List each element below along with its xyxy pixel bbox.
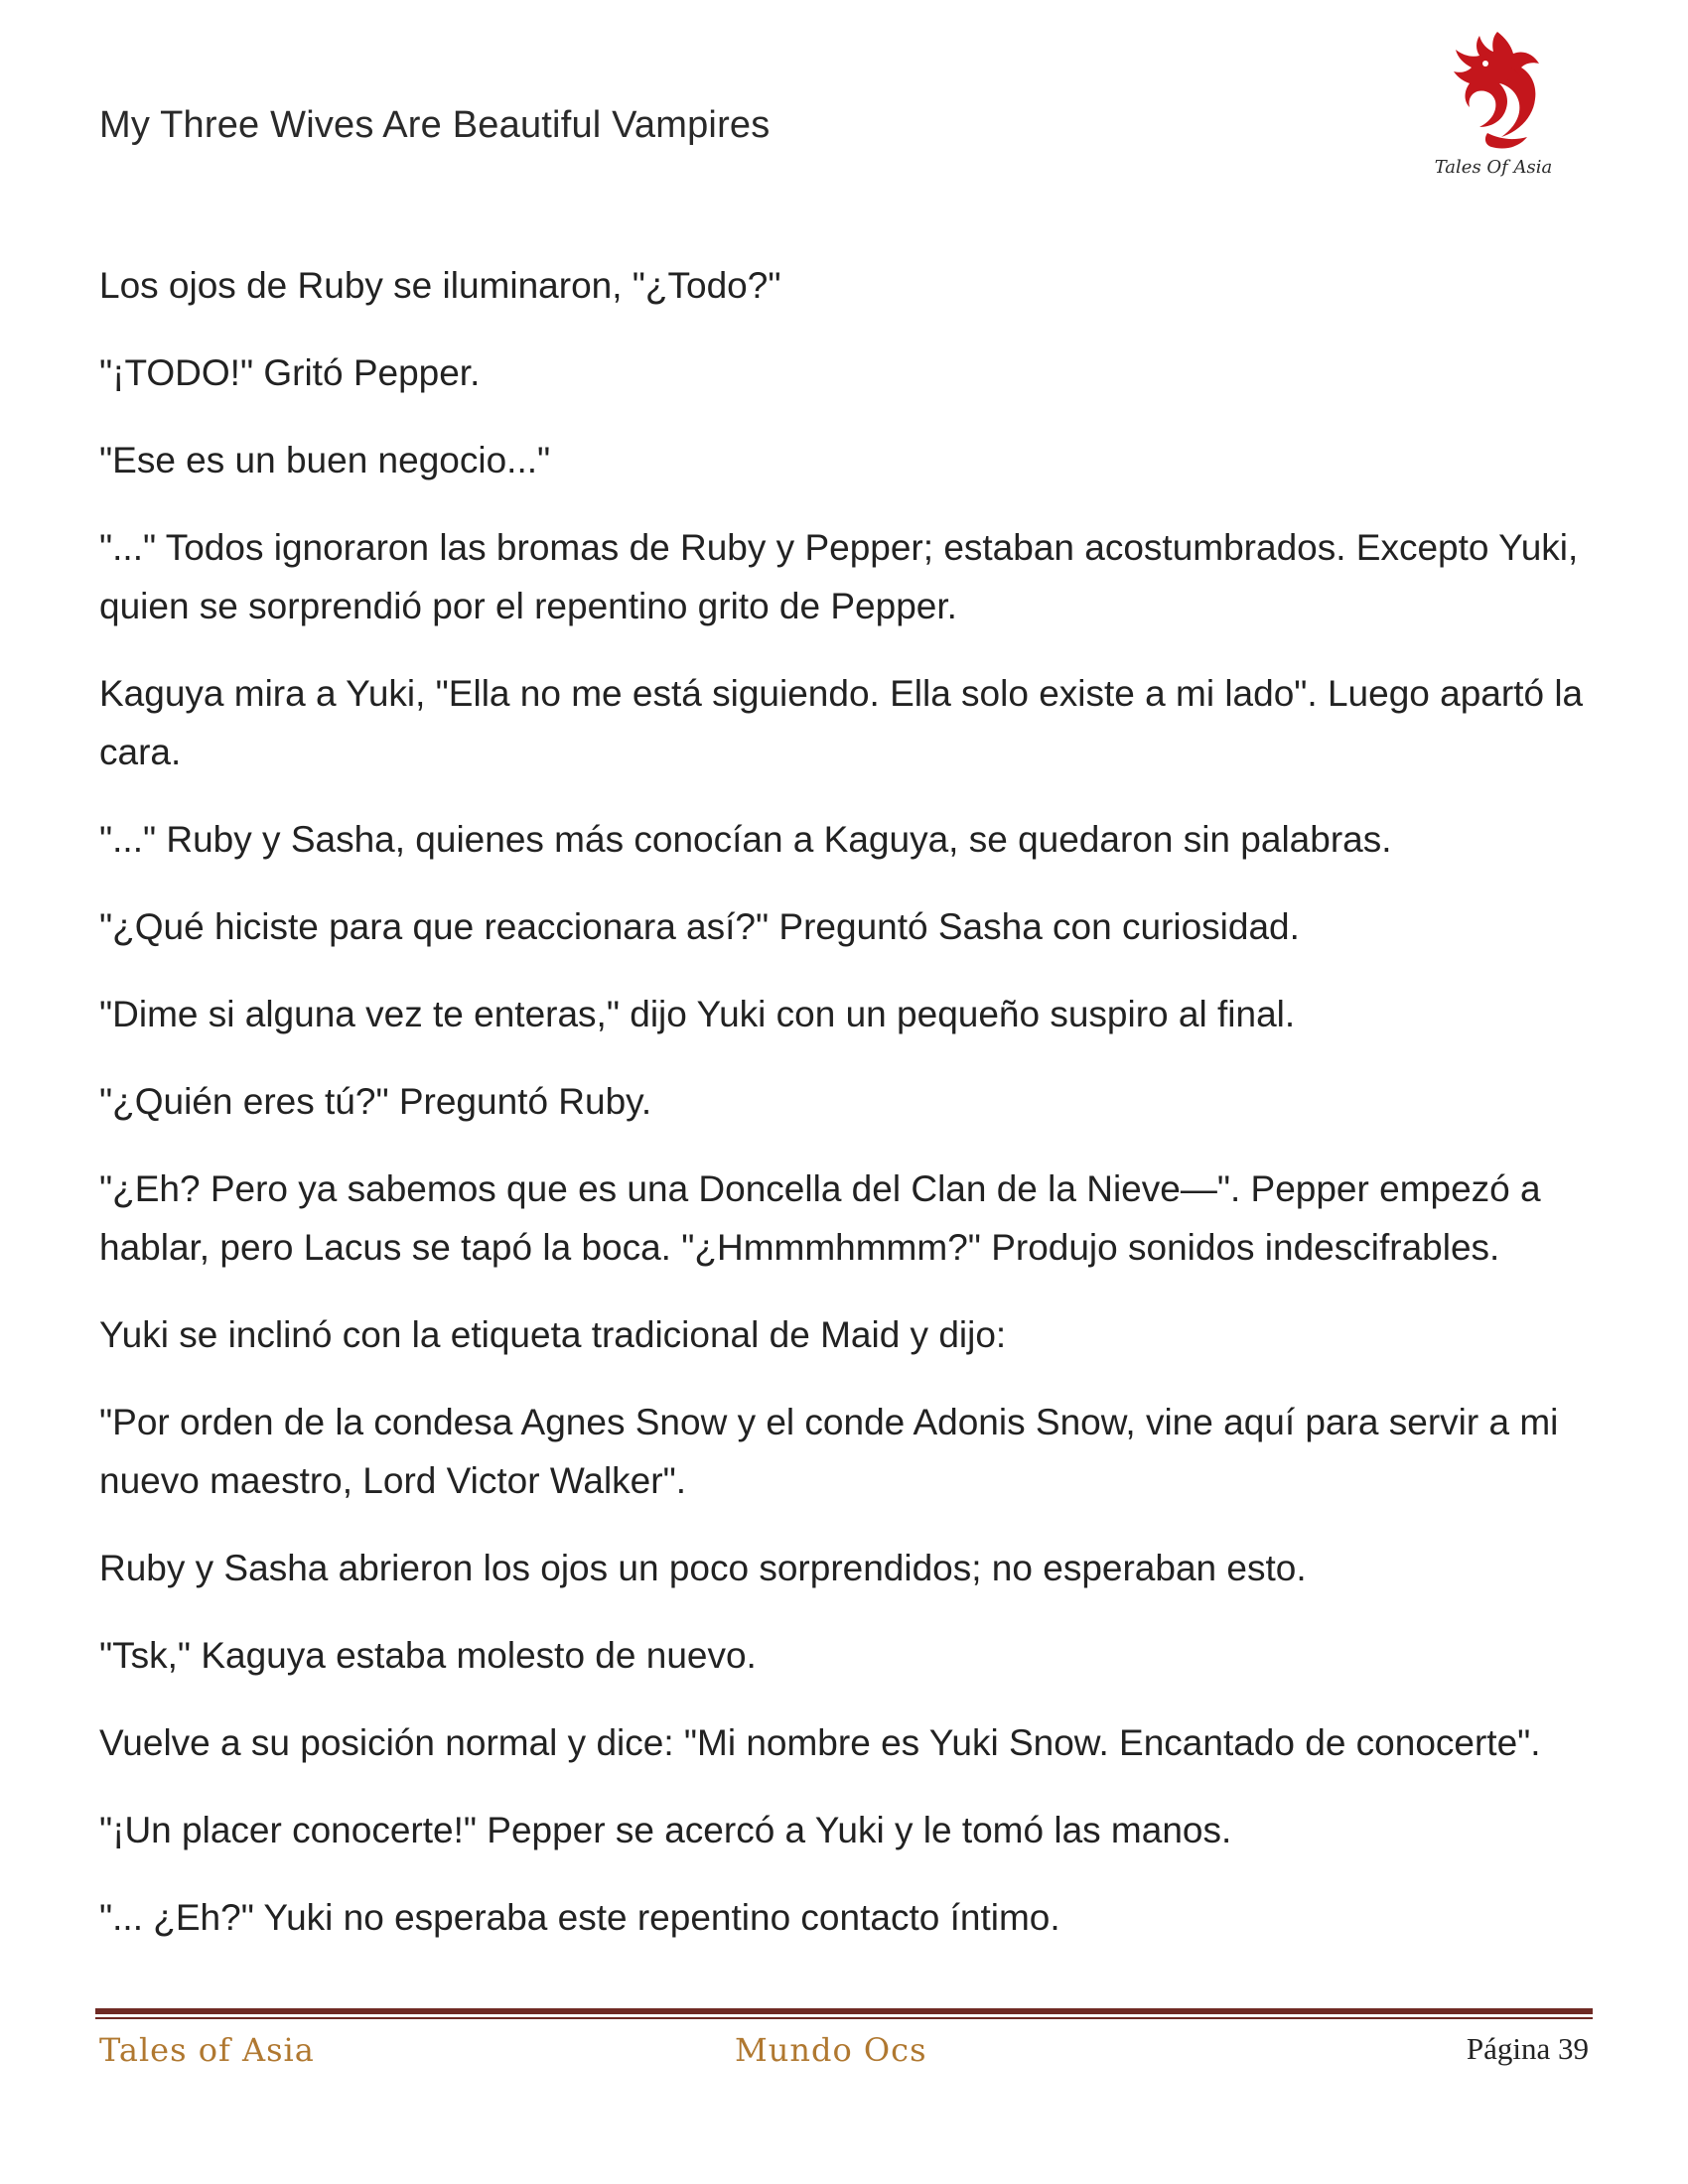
- red-dragon-icon: [1428, 24, 1559, 173]
- paragraph: "..." Todos ignoraron las bromas de Ruby y Pepper; estaban acostumbrados. Excepto Yuki, quien se sorprendió por el repentino grito de Pepper.: [99, 527, 1579, 626]
- page-number: Página 39: [1466, 2031, 1589, 2066]
- paragraph: "¿Quién eres tú?" Preguntó Ruby.: [99, 1081, 652, 1122]
- tales-of-asia-logo: [1428, 24, 1559, 193]
- footer-divider-thick: [95, 2008, 1593, 2014]
- logo-text: Tales Of Asia: [1434, 157, 1553, 178]
- page-footer: [99, 2031, 1589, 2075]
- footer-section-name: Mundo Ocs: [735, 2031, 927, 2069]
- paragraph: "..." Ruby y Sasha, quienes más conocían a Kaguya, se quedaron sin palabras.: [99, 819, 1392, 860]
- paragraph: Vuelve a su posición normal y dice: "Mi nombre es Yuki Snow. Encantado de conocerte".: [99, 1722, 1541, 1763]
- paragraph: "... ¿Eh?" Yuki no esperaba este repentino contacto íntimo.: [99, 1897, 1060, 1938]
- footer-site-name: Tales of Asia: [99, 2031, 315, 2069]
- paragraph: "¡TODO!" Gritó Pepper.: [99, 352, 481, 393]
- book-title: My Three Wives Are Beautiful Vampires: [99, 104, 771, 146]
- paragraph: Yuki se inclinó con la etiqueta tradicional de Maid y dijo:: [99, 1314, 1007, 1355]
- paragraph: Los ojos de Ruby se iluminaron, "¿Todo?": [99, 265, 781, 306]
- page-header: [99, 99, 1589, 189]
- paragraph: "Ese es un buen negocio...": [99, 440, 551, 480]
- chapter-body: [99, 256, 1589, 1976]
- paragraph: Ruby y Sasha abrieron los ojos un poco sorprendidos; no esperaban esto.: [99, 1548, 1307, 1588]
- paragraph: "Tsk," Kaguya estaba molesto de nuevo.: [99, 1635, 757, 1676]
- paragraph: Kaguya mira a Yuki, "Ella no me está siguiendo. Ella solo existe a mi lado". Luego apartó la cara.: [99, 673, 1584, 772]
- paragraph: "Por orden de la condesa Agnes Snow y el conde Adonis Snow, vine aquí para servir a mi nuevo maestro, Lord Victor Walker".: [99, 1402, 1559, 1501]
- paragraph: "¿Qué hiciste para que reaccionara así?" Preguntó Sasha con curiosidad.: [99, 906, 1300, 947]
- paragraph: "Dime si alguna vez te enteras," dijo Yuki con un pequeño suspiro al final.: [99, 994, 1296, 1034]
- paragraph: "¿Eh? Pero ya sabemos que es una Doncella del Clan de la Nieve—". Pepper empezó a hablar, pero Lacus se tapó la boca. "¿Hmmmhmmm?" Produjo sonidos indescifrables.: [99, 1168, 1541, 1268]
- footer-divider-thin: [95, 2017, 1593, 2019]
- paragraph: "¡Un placer conocerte!" Pepper se acercó a Yuki y le tomó las manos.: [99, 1810, 1232, 1850]
